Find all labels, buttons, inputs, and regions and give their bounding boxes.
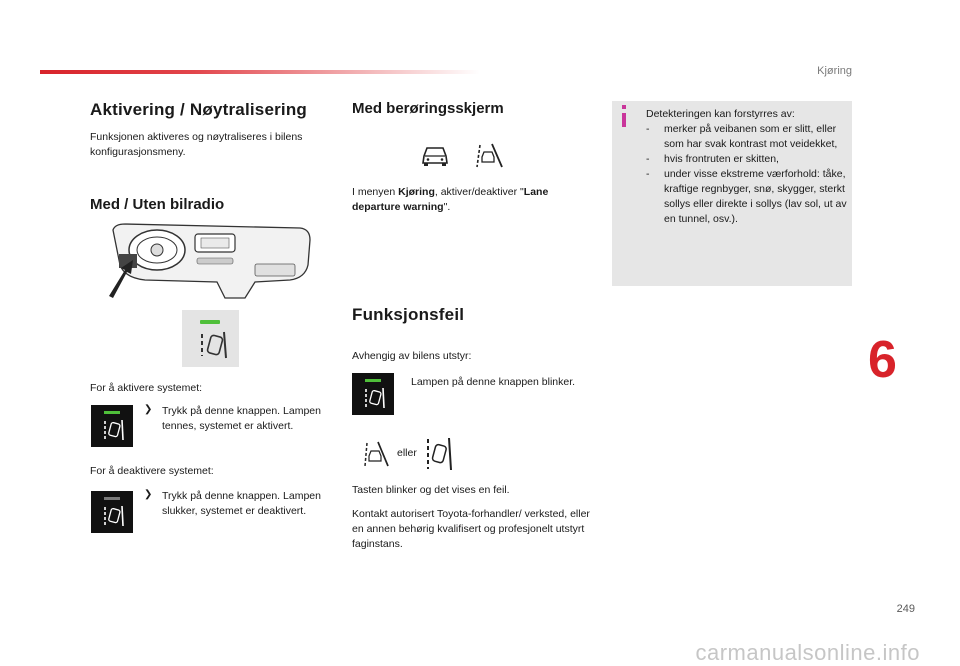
list-item: - hvis frontruten er skitten,: [646, 153, 779, 165]
lane-assist-button-icon: [424, 436, 454, 477]
touchscreen-menu-text: I menyen Kjøring, aktiver/deaktiver "Lane departure warning".: [352, 186, 549, 213]
lane-assist-button-icon: [352, 373, 394, 415]
lane-assist-button-icon: [91, 491, 133, 533]
section-title-fault: Funksjonsfeil: [352, 305, 465, 324]
lane-button-off-image: [91, 491, 133, 533]
info-intro: Detekteringen kan forstyrres av:: [646, 108, 795, 120]
lane-assist-button-icon: [182, 310, 239, 367]
lane-departure-icon: [362, 440, 390, 473]
or-label: eller: [397, 447, 417, 459]
watermark: carmanualsonline.info: [695, 640, 920, 665]
list-item: - merker på veibanen som er slitt, eller som har svak kontrast mot veidekket,: [646, 123, 838, 150]
section-subtitle-radio: Med / Uten bilradio: [90, 196, 225, 213]
activation-intro: Funksjonen aktiveres og nøytraliseres i bilens konfigurasjonsmeny.: [90, 131, 303, 158]
car-front-icon: [420, 144, 450, 173]
info-list: [646, 122, 852, 227]
bullet-arrow-icon: ❯: [144, 489, 153, 500]
lane-button-blink-image: [352, 373, 394, 415]
page-number: 249: [896, 603, 915, 615]
lane-departure-icon: [474, 141, 504, 174]
lane-assist-button-icon: [91, 405, 133, 447]
section-title-activation: Aktivering / Nøytralisering: [90, 100, 308, 119]
section-label: Kjøring: [817, 65, 852, 77]
section-title-touchscreen: Med berøringsskjerm: [352, 100, 504, 117]
chapter-number: 6: [868, 331, 897, 389]
deactivate-step: Trykk på denne knappen. Lampen slukker, systemet er deaktivert.: [162, 490, 321, 517]
lane-assist-button-image: [182, 310, 239, 367]
deactivate-heading: For å deaktivere systemet:: [90, 465, 214, 477]
list-item: - under visse ekstreme værforhold: tåke, kraftige regnbyger, snø, skygger, sterkt sollys eller direkte i sollys (lav sol, ut av en tunnel, osv.).: [646, 168, 847, 225]
activate-step: Trykk på denne knappen. Lampen tennes, systemet er aktivert.: [162, 405, 321, 432]
header-accent-bar: [40, 70, 480, 74]
lane-button-on-image: [91, 405, 133, 447]
activate-heading: For å aktivere systemet:: [90, 382, 203, 394]
dashboard-illustration: [105, 220, 315, 302]
fault-contact-text: Kontakt autorisert Toyota-forhandler/ verksted, eller en annen behørig kvalifisert og profesjonelt utstyrt faginstans.: [352, 508, 590, 550]
fault-intro: Avhengig av bilens utstyr:: [352, 350, 472, 362]
fault-lamp-text: Lampen på denne knappen blinker.: [411, 376, 576, 388]
info-box: [612, 101, 852, 286]
fault-blink-text: Tasten blinker og det vises en feil.: [352, 484, 510, 496]
bullet-arrow-icon: ❯: [144, 404, 153, 415]
